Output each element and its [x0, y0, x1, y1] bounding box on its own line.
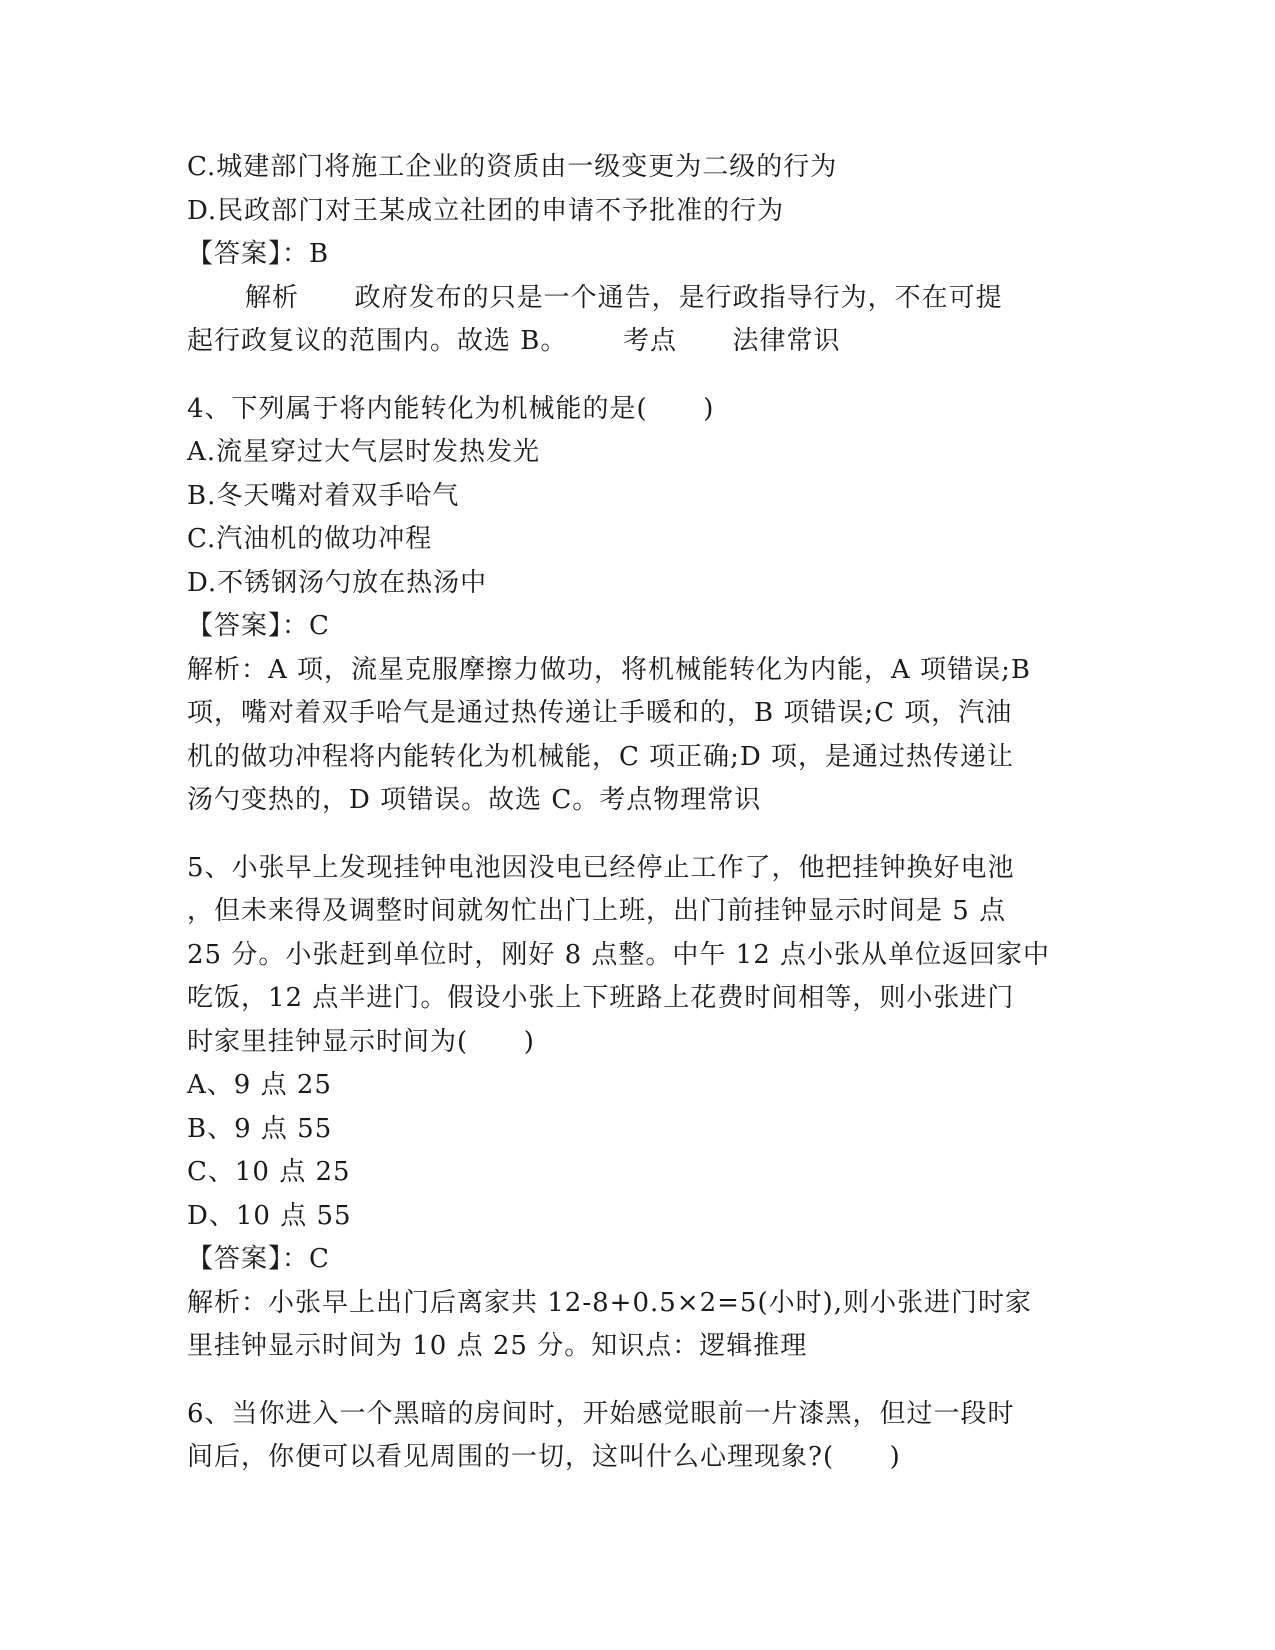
- q6-stem-line-1: 6、当你进入一个黑暗的房间时，开始感觉眼前一片漆黑，但过一段时: [187, 1398, 1015, 1429]
- section-gap: [187, 1369, 1087, 1393]
- q5-option-d: D、10 点 55: [187, 1200, 352, 1231]
- q5-option-b: B、9 点 55: [187, 1113, 333, 1144]
- q4-answer: 【答案】：C: [187, 611, 330, 641]
- q3-analysis-line-1: 解析 政府发布的只是一个通告，是行政指导行为，不在可提: [245, 282, 1003, 313]
- q3-analysis-line-2: 起行政复议的范围内。故选 B。 考点 法律常识: [187, 326, 841, 356]
- q6-stem-line-2: 间后，你便可以看见周围的一切，这叫什么心理现象?( ): [187, 1442, 901, 1472]
- q5-stem-line-5: 时家里挂钟显示时间为( ): [187, 1026, 535, 1057]
- q4-option-d: D.不锈钢汤勺放在热汤中: [187, 567, 488, 598]
- q3-answer: 【答案】：B: [187, 239, 330, 269]
- q3-option-d: D.民政部门对王某成立社团的申请不予批准的行为: [187, 195, 785, 226]
- document-page: [187, 146, 1087, 1480]
- q5-analysis-line-1: 解析：小张早上出门后离家共 12-8+0.5×2=5(小时),则小张进门时家: [187, 1287, 1033, 1318]
- q4-option-a: A.流星穿过大气层时发热发光: [187, 437, 541, 467]
- section-gap: [187, 364, 1087, 388]
- q4-option-b: B.冬天嘴对着双手哈气: [187, 480, 460, 511]
- q4-analysis-line-3: 机的做功冲程将内能转化为机械能，C 项正确;D 项，是通过热传递让: [187, 741, 1015, 772]
- q5-option-a: A、9 点 25: [187, 1070, 332, 1100]
- q4-stem: 4、下列属于将内能转化为机械能的是( ): [187, 393, 715, 424]
- q5-stem-line-1: 5、小张早上发现挂钟电池因没电已经停止工作了，他把挂钟换好电池: [187, 852, 1015, 883]
- q4-analysis-line-1: 解析：A 项，流星克服摩擦力做功，将机械能转化为内能，A 项错误;B: [187, 654, 1031, 685]
- q5-stem-line-3: 25 分。小张赶到单位时，刚好 8 点整。中午 12 点小张从单位返回家中: [187, 939, 1051, 970]
- q5-option-c: C、10 点 25: [187, 1157, 351, 1187]
- q5-stem-line-4: 吃饭，12 点半进门。假设小张上下班路上花费时间相等，则小张进门: [187, 983, 1015, 1013]
- q4-option-c: C.汽油机的做功冲程: [187, 524, 433, 554]
- q4-analysis-line-4: 汤勺变热的，D 项错误。故选 C。考点物理常识: [187, 785, 762, 815]
- section-gap: [187, 823, 1087, 847]
- q5-analysis-line-2: 里挂钟显示时间为 10 点 25 分。知识点：逻辑推理: [187, 1331, 808, 1361]
- q4-analysis-line-2: 项，嘴对着双手哈气是通过热传递让手暖和的，B 项错误;C 项，汽油: [187, 698, 1013, 728]
- q5-answer: 【答案】：C: [187, 1244, 330, 1274]
- q3-option-c: C.城建部门将施工企业的资质由一级变更为二级的行为: [187, 152, 838, 182]
- q5-stem-line-2: ，但未来得及调整时间就匆忙出门上班，出门前挂钟显示时间是 5 点: [187, 896, 1007, 926]
